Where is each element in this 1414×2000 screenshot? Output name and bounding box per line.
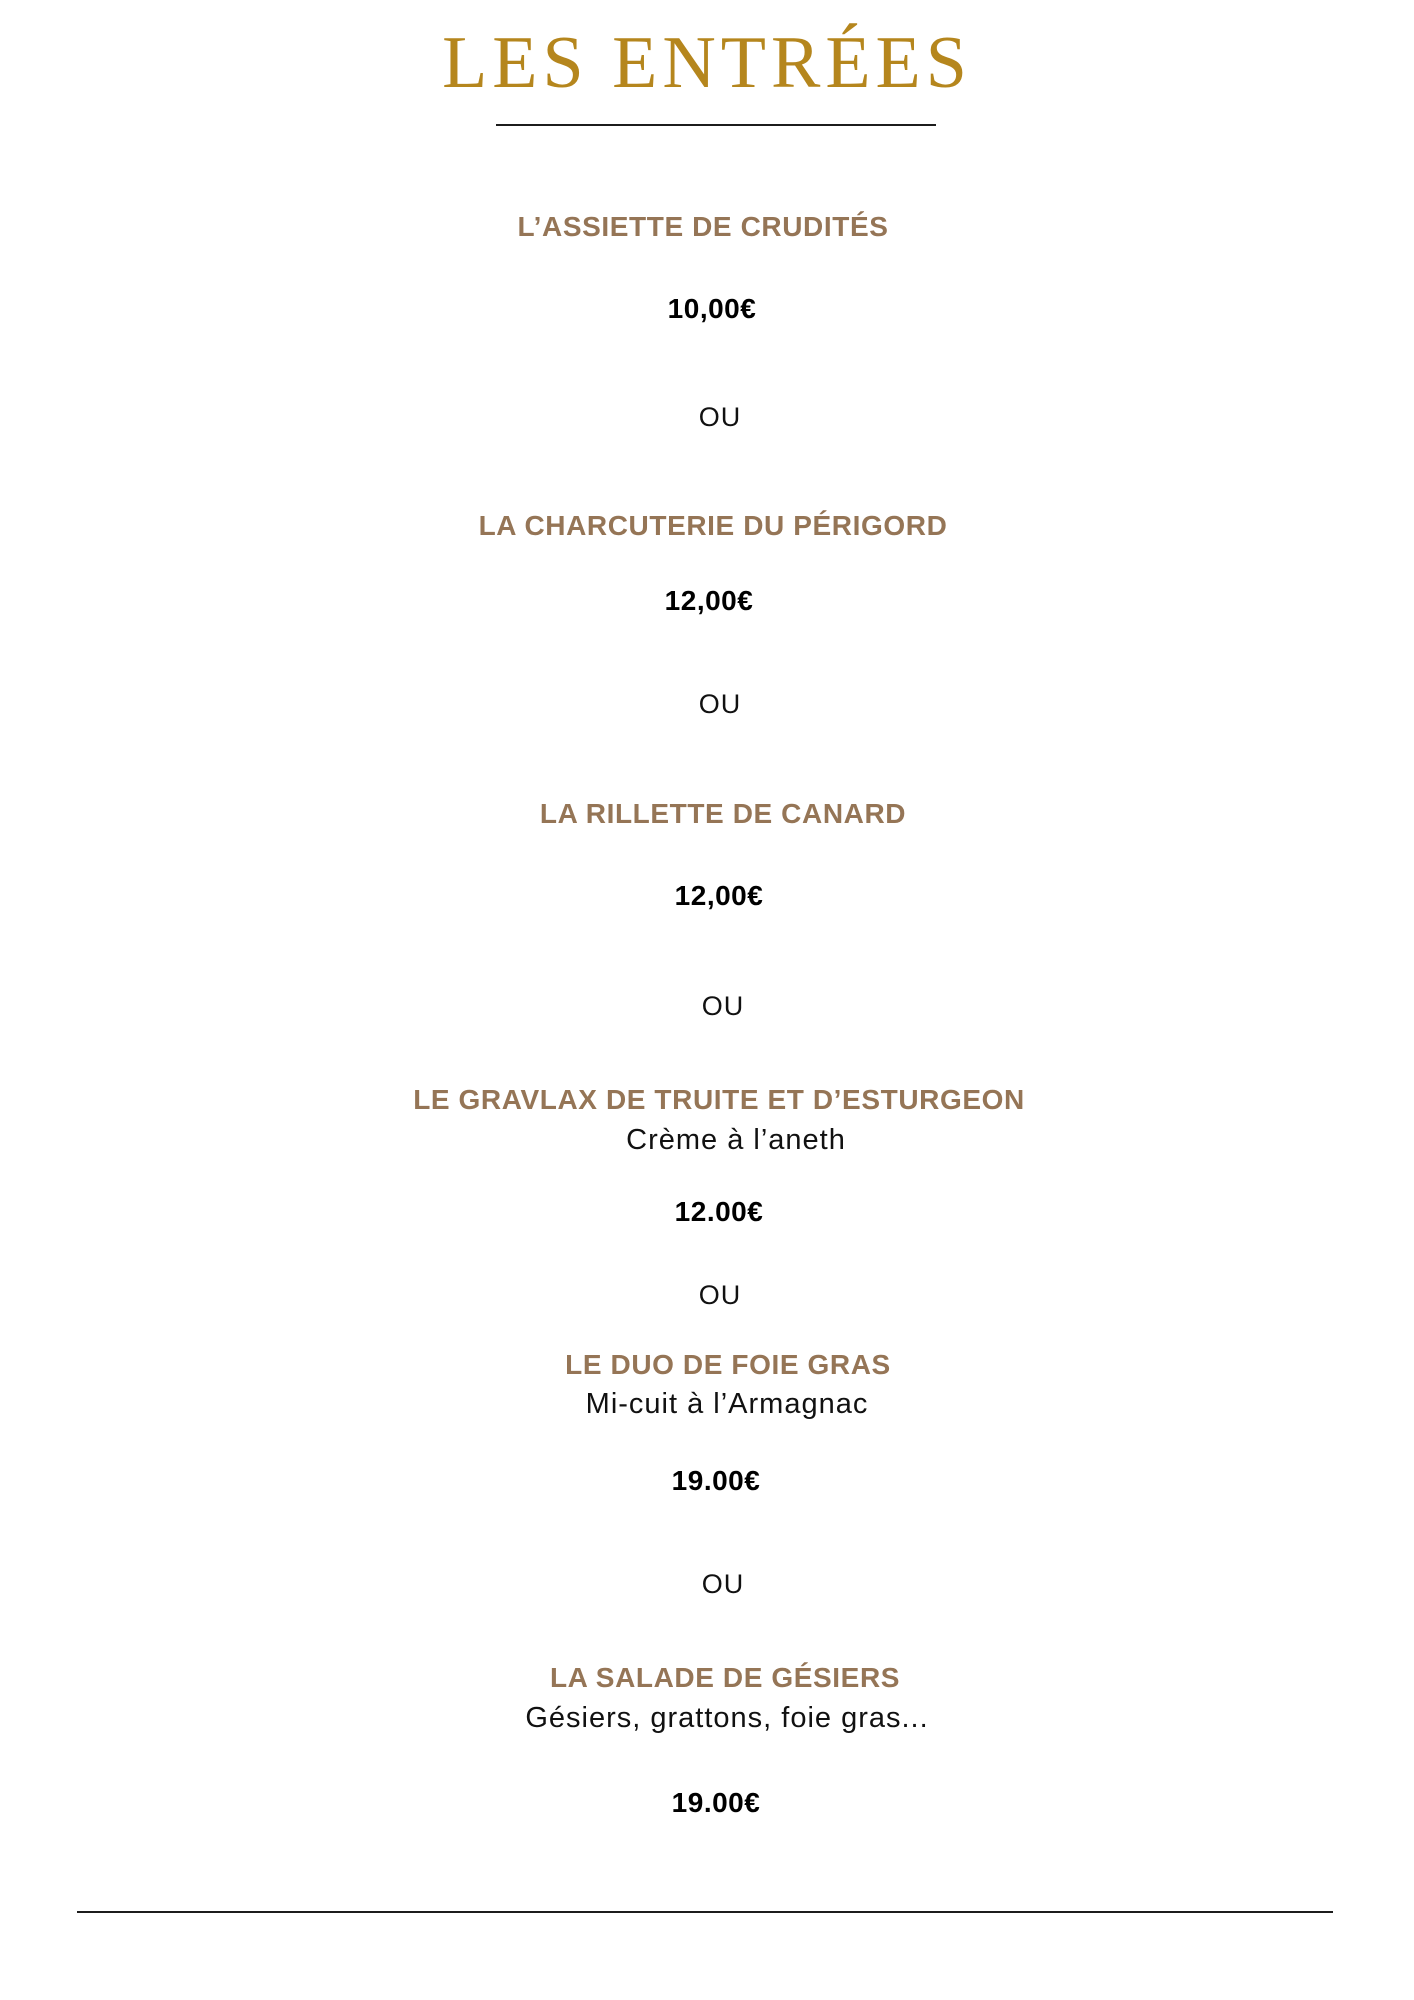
dish-price-rillette: 12,00€ [674, 880, 764, 911]
dish-price-foie-gras: 19.00€ [671, 1465, 761, 1496]
dish-description-foie-gras: Mi-cuit à l’Armagnac [585, 1388, 869, 1420]
or-separator: OU [701, 991, 745, 1021]
dish-price-charcuterie: 12,00€ [664, 585, 754, 616]
page-title: LES ENTRÉES [442, 22, 972, 104]
dish-name-rillette: LA RILLETTE DE CANARD [539, 798, 907, 829]
dish-name-foie-gras: LE DUO DE FOIE GRAS [565, 1349, 891, 1380]
or-separator: OU [698, 402, 742, 432]
dish-price-crudites: 10,00€ [667, 293, 757, 324]
or-separator: OU [698, 689, 742, 719]
bottom-divider [77, 1911, 1333, 1913]
dish-price-salade-gesiers: 19.00€ [671, 1787, 761, 1818]
dish-price-gravlax: 12.00€ [674, 1196, 764, 1227]
dish-description-salade-gesiers: Gésiers, grattons, foie gras... [525, 1702, 929, 1734]
or-separator: OU [698, 1280, 742, 1310]
dish-description-gravlax: Crème à l’aneth [626, 1124, 846, 1156]
dish-name-charcuterie: LA CHARCUTERIE DU PÉRIGORD [478, 510, 948, 541]
dish-name-gravlax: LE GRAVLAX DE TRUITE ET D’ESTURGEON [413, 1084, 1025, 1115]
title-divider [496, 124, 936, 126]
or-separator: OU [701, 1569, 745, 1599]
dish-name-salade-gesiers: LA SALADE DE GÉSIERS [549, 1662, 901, 1693]
dish-name-crudites: L’ASSIETTE DE CRUDITÉS [517, 211, 889, 242]
